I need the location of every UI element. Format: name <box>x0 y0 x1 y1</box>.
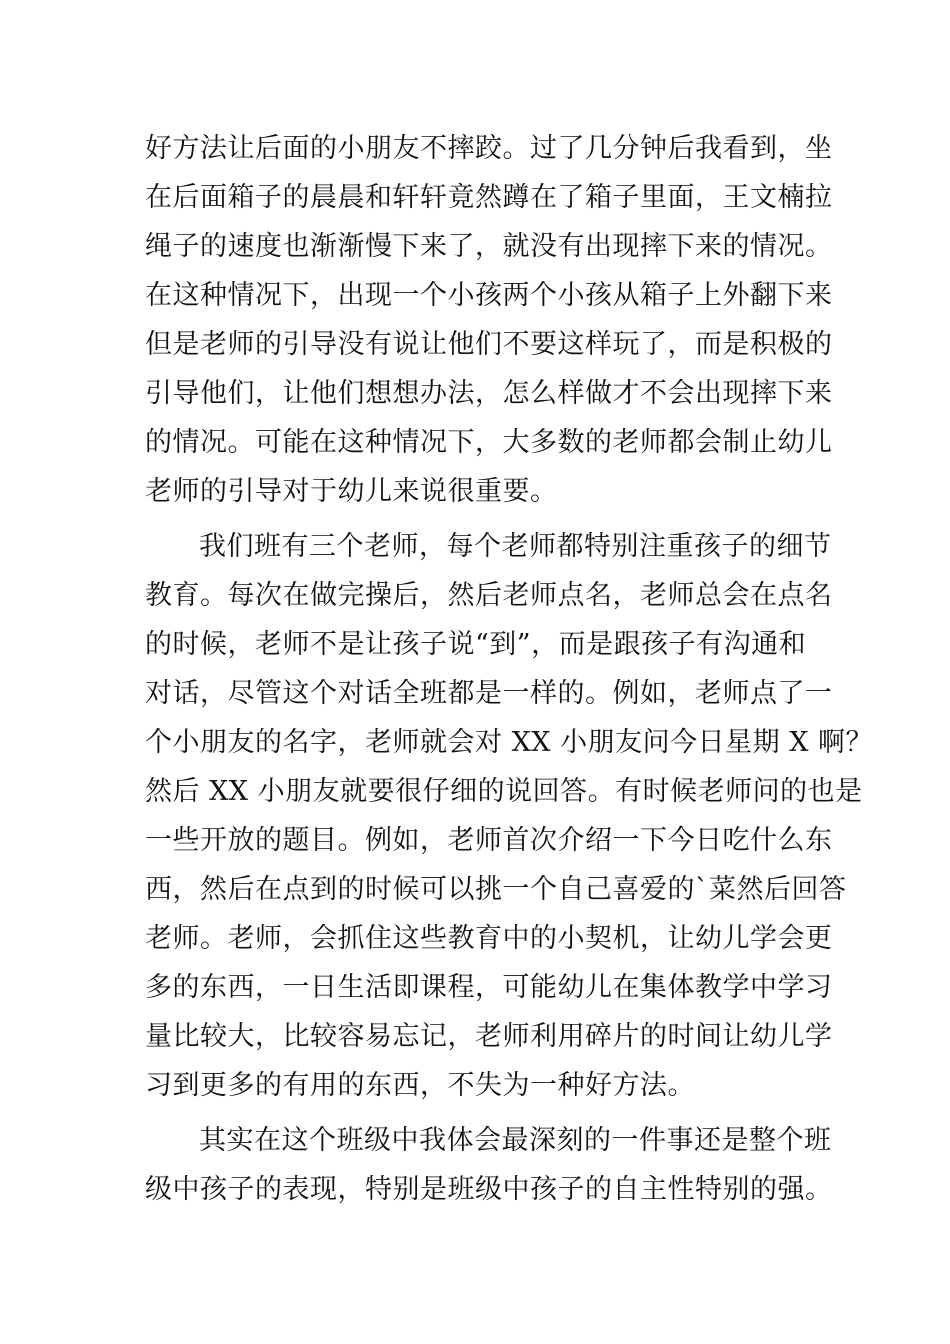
text-line: 习到更多的有用的东西，不失为一种好方法。 <box>145 1070 695 1101</box>
text-line: 的情况。可能在这种情况下，大多数的老师都会制止幼儿 <box>145 427 833 458</box>
text-line: 好方法让后面的小朋友不摔跤。过了几分钟后我看到，坐 <box>145 133 833 164</box>
text-line: 引导他们，让他们想想办法，怎么样做才不会出现摔下来 <box>145 378 833 409</box>
text-line: 级中孩子的表现，特别是班级中孩子的自主性特别的强。 <box>145 1174 833 1205</box>
text-line: 绳子的速度也渐渐慢下来了，就没有出现摔下来的情况。 <box>145 231 833 262</box>
text-line: 在后面箱子的晨晨和轩轩竟然蹲在了箱子里面，王文楠拉 <box>145 182 833 213</box>
text-line: 个小朋友的名字，老师就会对 XX 小朋友问今日星期 X 啊？ <box>145 727 873 758</box>
text-line: 西，然后在点到的时候可以挑一个自己喜爱的`菜然后回答 <box>145 874 847 905</box>
text-line: 教育。每次在做完操后，然后老师点名，老师总会在点名 <box>145 580 833 611</box>
text-line: 一些开放的题目。例如，老师首次介绍一下今日吃什么东 <box>145 825 833 856</box>
text-line: 量比较大，比较容易忘记，老师利用碎片的时间让幼儿学 <box>145 1021 833 1052</box>
text-line: 老师。老师，会抓住这些教育中的小契机，让幼儿学会更 <box>145 923 833 954</box>
text-line: 在这种情况下，出现一个小孩两个小孩从箱子上外翻下来 <box>145 280 833 311</box>
text-line: 其实在这个班级中我体会最深刻的一件事还是整个班 <box>199 1125 832 1156</box>
text-line: 的时候，老师不是让孩子说“到”，而是跟孩子有沟通和 <box>145 629 807 660</box>
text-line: 老师的引导对于幼儿来说很重要。 <box>145 476 558 507</box>
text-line: 然后 XX 小朋友就要很仔细的说回答。有时候老师问的也是 <box>145 776 863 807</box>
text-line: 但是老师的引导没有说让他们不要这样玩了，而是积极的 <box>145 329 833 360</box>
text-line: 对话，尽管这个对话全班都是一样的。例如，老师点了一 <box>145 678 833 709</box>
text-line: 我们班有三个老师，每个老师都特别注重孩子的细节 <box>199 531 832 562</box>
text-line: 多的东西，一日生活即课程，可能幼儿在集体教学中学习 <box>145 972 833 1003</box>
